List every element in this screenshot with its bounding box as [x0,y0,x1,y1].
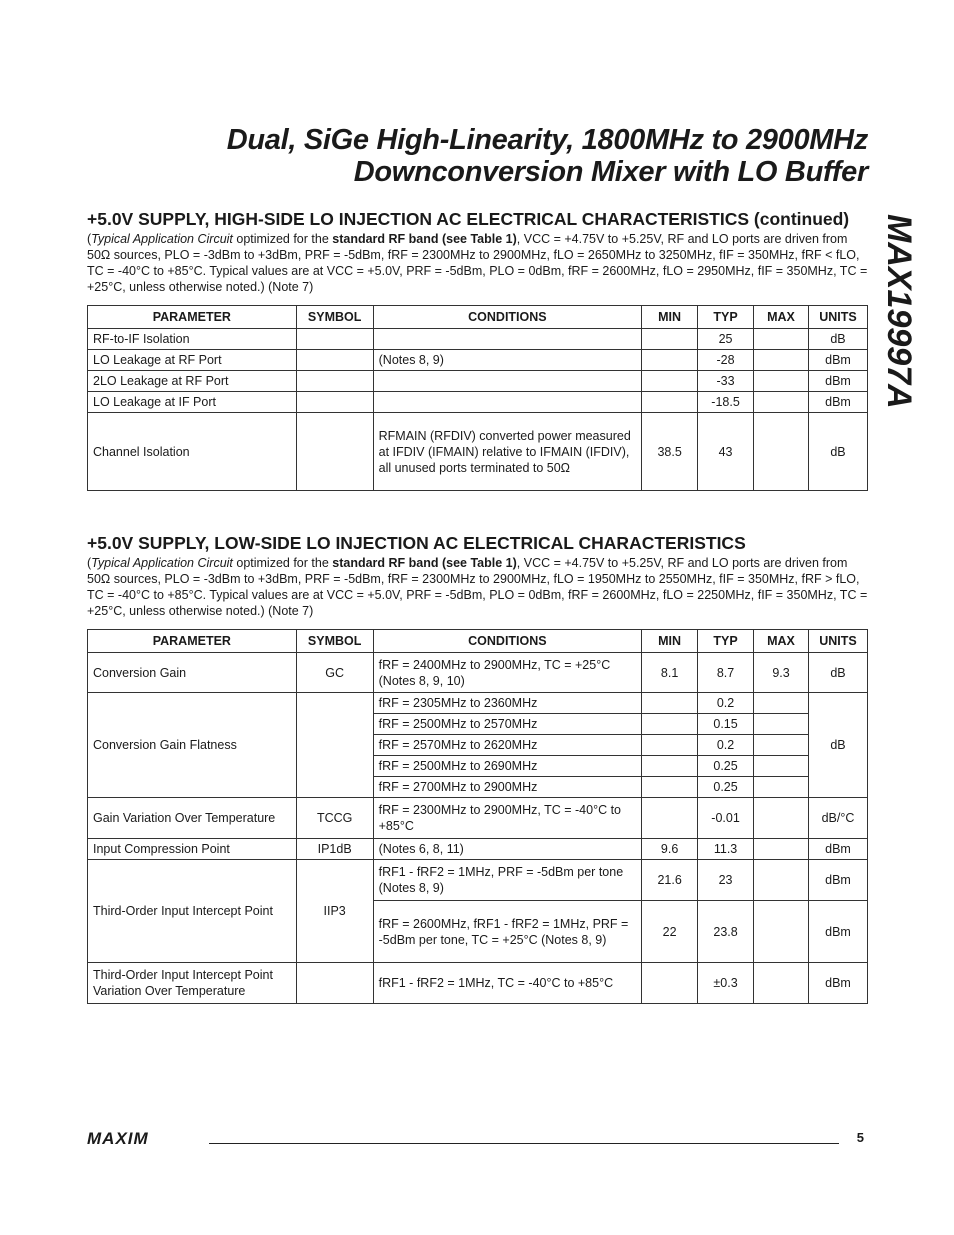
col-min: MIN [642,630,698,653]
col-typ: TYP [698,630,754,653]
table-row-iip3-temp: Third-Order Input Intercept Point Variation Over Temperature fRF1 - fRF2 = 1MHz, TC = -40°C to +85°C ±0.3 dBm [88,963,868,1004]
table-row-iip3: fRF = 2600MHz, fRF1 - fRF2 = 1MHz, PRF = -5dBm per tone, TC = +25°C (Notes 8, 9) 22 23.8 dBm [88,901,868,963]
page-title [227,124,868,188]
table-row-flatness: fRF = 2500MHz to 2570MHz 0.15 [88,714,868,735]
page-footer [87,1128,868,1150]
col-units: UNITS [808,630,867,653]
part-number-side-label [866,214,946,514]
table-row-flatness: fRF = 2570MHz to 2620MHz 0.2 [88,735,868,756]
footer-rule [209,1143,839,1144]
section-low-side [87,532,868,1004]
table-header-row [88,630,868,653]
maxim-logo [87,1130,199,1151]
page-number: 5 [856,1130,864,1145]
col-parameter: PARAMETER [88,306,297,329]
col-min: MIN [642,306,698,329]
section-1-title: +5.0V SUPPLY, HIGH-SIDE LO INJECTION AC ELECTRICAL CHARACTERISTICS (continued) [87,209,850,229]
table-row: LO Leakage at IF Port -18.5 dBm [88,392,868,413]
section-2-conditions: (Typical Application Circuit optimized for the standard RF band (see Table 1), VCC = +4.75V to +5.25V, RF and LO ports are driven from 50Ω sources, PLO = -3dBm to +3dBm, PRF = -5dBm, fRF = 2300MHz to 2900MHz, fLO = 1950MHz to 2550MHz, fIF = 350MHz, fRF > fLO, TC = -40°C to +85°C. Typical values are at VCC = +5.0V, PRF = -5dBm, PLO = 0dBm, fRF = 2600MHz, fLO = 2250MHz, fIF = 350MHz, TC = +25°C, unless otherwise noted.) (Note 7) [87,556,868,618]
col-conditions: CONDITIONS [373,306,642,329]
table-row-conversion-gain: Conversion Gain GC fRF = 2400MHz to 2900MHz, TC = +25°C (Notes 8, 9, 10) 8.1 8.7 9.3 dB [88,653,868,693]
col-units: UNITS [808,306,867,329]
table-header-row [88,306,868,329]
section-high-side [87,208,868,491]
table-row-flatness: fRF = 2500MHz to 2690MHz 0.25 [88,756,868,777]
col-parameter: PARAMETER [88,630,297,653]
col-symbol: SYMBOL [296,306,373,329]
table-row: RF-to-IF Isolation 25 dB [88,329,868,350]
col-typ: TYP [698,306,754,329]
table-row-flatness: fRF = 2700MHz to 2900MHz 0.25 [88,777,868,798]
table-low-side [87,629,868,1004]
maxim-logo-text: MAXIM [87,1130,149,1146]
table-row-gain-temp: Gain Variation Over Temperature TCCG fRF = 2300MHz to 2900MHz, TC = -40°C to +85°C -0.01 dB/°C [88,798,868,839]
part-number-text: MAX19997A [880,214,918,409]
col-max: MAX [754,306,809,329]
part-number-vertical [866,214,946,514]
col-max: MAX [754,630,809,653]
table-row: Channel Isolation RFMAIN (RFDIV) converted power measured at IFDIV (IFMAIN) relative to IFMAIN (IFDIV), all unused ports terminated to 50Ω 38.5 43 dB [88,413,868,491]
table-high-side [87,305,868,491]
table-row: 2LO Leakage at RF Port -33 dBm [88,371,868,392]
section-2-title: +5.0V SUPPLY, LOW-SIDE LO INJECTION AC ELECTRICAL CHARACTERISTICS [87,533,746,553]
table-row-iip3: Third-Order Input Intercept Point IIP3 fRF1 - fRF2 = 1MHz, PRF = -5dBm per tone (Notes 8, 9) 21.6 23 dBm [88,860,868,901]
title-line-2: Downconversion Mixer with LO Buffer [353,156,868,188]
table-row-flatness: Conversion Gain Flatness fRF = 2305MHz to 2360MHz 0.2 dB [88,693,868,714]
table-row: LO Leakage at RF Port (Notes 8, 9) -28 dBm [88,350,868,371]
title-line-1: Dual, SiGe High-Linearity, 1800MHz to 2900MHz [226,124,868,156]
col-conditions: CONDITIONS [373,630,642,653]
section-1-conditions: (Typical Application Circuit optimized for the standard RF band (see Table 1), VCC = +4.75V to +5.25V, RF and LO ports are driven from 50Ω sources, PLO = -3dBm to +3dBm, PRF = -5dBm, fRF = 2300MHz to 2900MHz, fLO = 2650MHz to 3250MHz, fIF = 350MHz, fRF < fLO, TC = -40°C to +85°C. Typical values are at VCC = +5.0V, PRF = -5dBm, PLO = 0dBm, fRF = 2600MHz, fLO = 2950MHz, fIF = 350MHz, TC = +25°C, unless otherwise noted.) (Note 7) [87,232,868,294]
col-symbol: SYMBOL [296,630,373,653]
table-row-compression: Input Compression Point IP1dB (Notes 6, 8, 11) 9.6 11.3 dBm [88,839,868,860]
